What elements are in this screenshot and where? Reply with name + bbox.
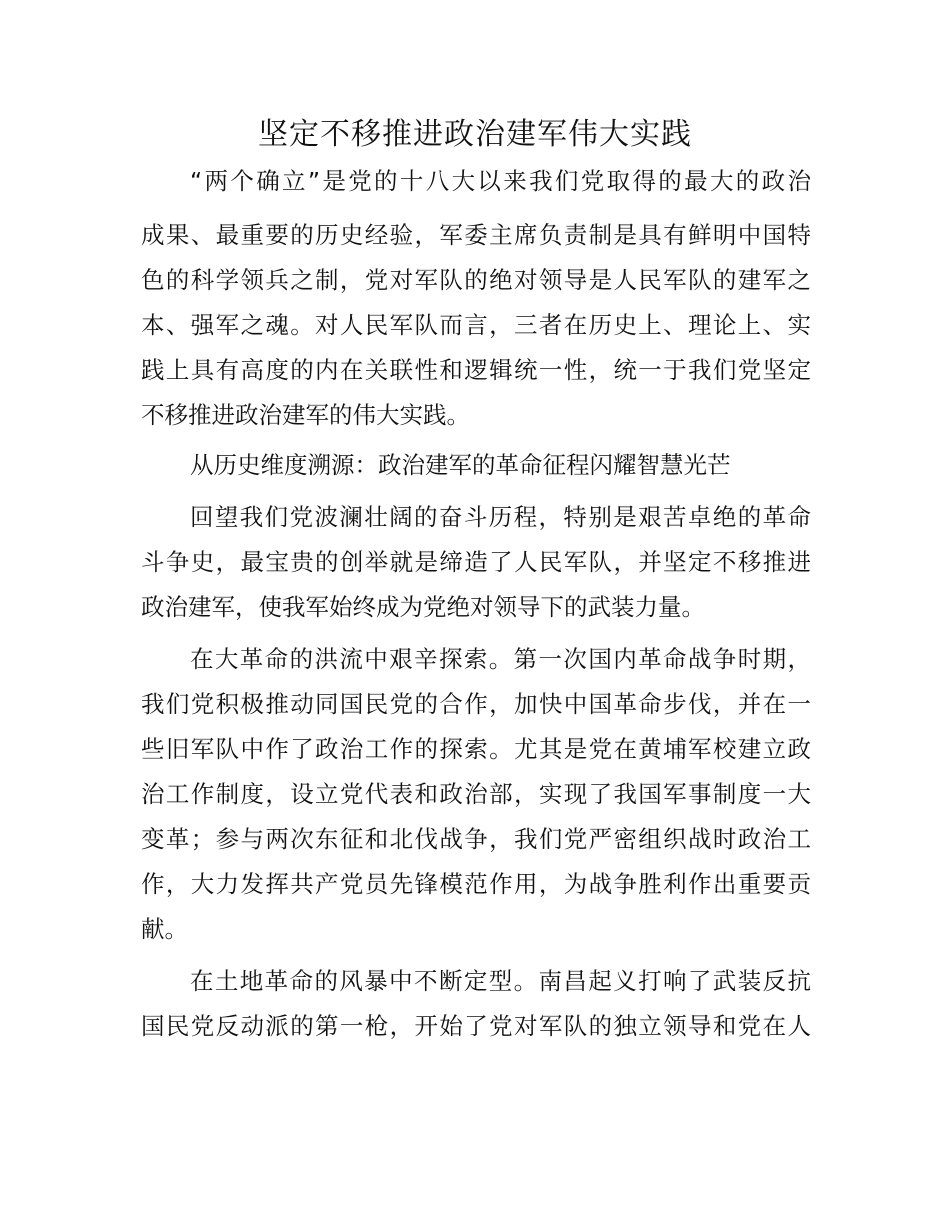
paragraph-line: 成果、最重要的历史经验，军委主席负责制是具有鲜明中国特 bbox=[141, 221, 811, 249]
paragraph-line: 我们党积极推动同国民党的合作，加快中国革命步伐，并在一 bbox=[141, 690, 811, 718]
paragraph-line: 变革；参与两次东征和北伐战争，我们党严密组织战时政治工 bbox=[141, 825, 811, 853]
document-title: 坚定不移推进政治建军伟大实践 bbox=[258, 117, 692, 152]
paragraph-line: 国民党反动派的第一枪，开始了党对军队的独立领导和党在人 bbox=[141, 1012, 811, 1040]
paragraph-line: 在土地革命的风暴中不断定型。南昌起义打响了武装反抗 bbox=[190, 967, 811, 995]
paragraph-line: 斗争史，最宝贵的创举就是缔造了人民军队，并坚定不移推进 bbox=[141, 548, 811, 576]
paragraph-line: 不移推进政治建军的伟大实践。 bbox=[141, 401, 470, 429]
paragraph-line: 些旧军队中作了政治工作的探索。尤其是党在黄埔军校建立政 bbox=[141, 735, 811, 763]
paragraph-line: 政治建军，使我军始终成为党绝对领导下的武装力量。 bbox=[141, 593, 705, 621]
paragraph-line: 作，大力发挥共产党员先锋模范作用，为战争胜利作出重要贡 bbox=[141, 870, 811, 898]
paragraph-line: 本、强军之魂。对人民军队而言，三者在历史上、理论上、实 bbox=[141, 311, 811, 339]
paragraph-line: 治工作制度，设立党代表和政治部，实现了我国军事制度一大 bbox=[141, 780, 811, 808]
paragraph-line: 在大革命的洪流中艰辛探索。第一次国内革命战争时期， bbox=[190, 645, 811, 673]
paragraph-line: 回望我们党波澜壮阔的奋斗历程，特别是艰苦卓绝的革命 bbox=[190, 503, 811, 531]
paragraph-line: “两个确立”是党的十八大以来我们党取得的最大的政治 bbox=[190, 167, 811, 195]
paragraph-line: 献。 bbox=[141, 915, 188, 943]
paragraph-line: 践上具有高度的内在关联性和逻辑统一性，统一于我们党坚定 bbox=[141, 356, 811, 384]
section-heading: 从历史维度溯源：政治建军的革命征程闪耀智慧光芒 bbox=[190, 451, 731, 479]
paragraph-line: 色的科学领兵之制，党对军队的绝对领导是人民军队的建军之 bbox=[141, 266, 811, 294]
